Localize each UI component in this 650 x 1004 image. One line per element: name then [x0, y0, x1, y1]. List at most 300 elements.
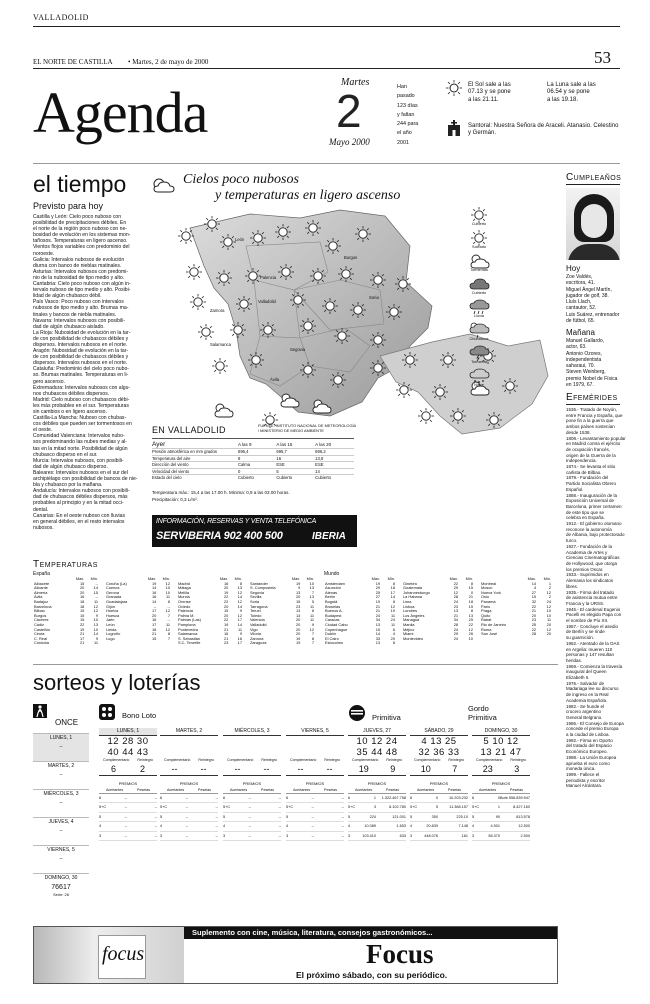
temp-value: --	[153, 603, 157, 609]
text-line: del tratado del Espacio	[566, 743, 612, 749]
vt-cell: Presión atmosférica en mm grados	[152, 449, 238, 456]
temp-value: 9	[239, 608, 242, 614]
temp-value: 9	[239, 631, 242, 637]
temp-value: 11	[309, 612, 314, 618]
comp-value: 19	[358, 764, 369, 774]
prize-cat: 4	[410, 824, 413, 829]
valladolid-source: FUENTE: INSTITUTO NACIONAL DE METEOROLOGÍA / MINISTERIO DE MEDIO AMBIENTE	[258, 423, 356, 433]
header-date-text: Martes, 2 de mayo de 2000	[132, 58, 209, 66]
legend-item	[464, 299, 494, 322]
temp-value: 11	[93, 598, 98, 604]
text-line: 1935.- Firma del tratado	[566, 589, 615, 595]
temp-city: Miami	[403, 631, 414, 637]
prize-acert: --	[185, 833, 188, 838]
temp-column	[105, 577, 171, 641]
vt-cell: 0	[238, 468, 276, 475]
forecast-line: La Rioja: Nubosidad de evolución en la tar-	[33, 329, 131, 336]
vt-cell: 8	[238, 455, 276, 462]
temp-column	[402, 577, 474, 641]
temp-city: Rabat	[481, 617, 492, 623]
temp-value: 8	[239, 580, 242, 586]
temp-value: 13	[309, 585, 314, 591]
prize-cat: 6	[286, 796, 289, 800]
forecast-line: Cataluña: Predominio del cielo poco nubo-	[33, 366, 129, 373]
sun-icon	[334, 328, 350, 349]
temp-value: 12	[237, 598, 242, 604]
forecast-line: Baleares: Intervalos nubosos en el sur del	[33, 469, 128, 476]
draw-column	[472, 728, 530, 916]
temp-value: 7	[311, 589, 314, 595]
sun-icon	[440, 352, 456, 373]
temp-value: 14	[151, 598, 157, 604]
acert-label: Acertantes	[166, 788, 185, 792]
vt-cell: Velocidad del viento	[152, 468, 238, 475]
temp-value: 21	[151, 631, 157, 637]
temp-value: 20	[223, 603, 229, 609]
temp-value: 8	[392, 598, 395, 604]
text-line: 1999.- Fallece el	[566, 772, 600, 777]
agenda-weekday: Martes	[341, 77, 370, 88]
temp-value: 20	[295, 594, 301, 600]
temp-city: Oslo	[481, 594, 489, 600]
text-line: 1982.- Se hunde el	[566, 703, 605, 709]
prize-row	[99, 832, 157, 841]
text-line: de Hollywood, que otorga	[566, 560, 618, 566]
prize-acert: --	[124, 805, 127, 810]
legend-item	[464, 368, 494, 391]
text-line: 1945.- El cardenal Eugenio	[566, 606, 621, 612]
once-block	[33, 704, 89, 916]
temp-value: 19	[295, 580, 301, 586]
temp-column	[177, 577, 243, 646]
temp-city: Teruel	[250, 608, 261, 614]
temp-value: 15	[375, 626, 381, 632]
vt-cell: Temperatura del aire	[152, 455, 238, 462]
temp-city: Lima	[403, 598, 412, 604]
draw-day: VIERNES, 5	[286, 728, 344, 736]
prize-acert: --	[124, 824, 127, 829]
draw-labels	[286, 758, 344, 763]
prize-pesetas: 12.500	[518, 824, 530, 829]
prize-pesetas: 1.322.467.758	[381, 796, 406, 800]
temp-value: 8	[311, 608, 314, 614]
vt-cell: Dirección del viento	[152, 462, 238, 469]
temp-value: 33	[375, 635, 381, 641]
temp-city: León	[106, 621, 115, 627]
prize-cat: 3	[348, 833, 351, 838]
prize-cat: 3	[410, 833, 413, 838]
text-line: ambos países sostenían	[566, 424, 615, 430]
forecast-line: gero ascenso.	[33, 378, 65, 385]
vt-cell: 696,4	[238, 449, 276, 456]
sun-icon	[396, 382, 412, 403]
temp-value: 13	[295, 612, 301, 618]
storm-icon	[464, 345, 494, 360]
prize-cat: 3	[286, 833, 289, 838]
focus-cover-text: focus	[102, 943, 145, 965]
pesetas-label: Pesetas	[448, 788, 462, 792]
once-serie: Serie: 26	[52, 892, 69, 897]
sun-icon	[212, 358, 228, 379]
photo-body	[568, 244, 620, 260]
forecast-line: Extremadura: Intervalos nubosos con algu-	[33, 384, 131, 391]
temp-value: 15	[468, 585, 473, 591]
text-line: cantautor, 52.	[566, 305, 597, 312]
temp-value: 22	[453, 580, 459, 586]
temp-city: Granada	[106, 594, 122, 600]
text-line: de Berlín y se rinde	[566, 629, 605, 635]
temp-value: 1	[548, 580, 551, 586]
temp-value: 13	[93, 621, 98, 627]
pesetas-label: Pesetas	[324, 788, 338, 792]
prize-acert: 20.839	[426, 824, 438, 829]
prize-row	[223, 832, 281, 841]
rein-label: Reintegro	[448, 758, 464, 762]
forecast-line: tas en la mitad norte. Posibilidad de algún	[33, 445, 128, 452]
text-line: moneda única.	[566, 766, 596, 772]
sun-icon	[230, 322, 246, 343]
temp-value: 25	[531, 621, 537, 627]
temp-city: Huelva	[106, 608, 119, 614]
forecast-line: noroeste.	[33, 250, 55, 257]
prize-cat: 3	[99, 833, 102, 838]
draw-column	[286, 728, 344, 916]
temp-value: 20	[546, 631, 551, 637]
sun-icon	[325, 238, 341, 259]
prize-cat: 6	[223, 796, 226, 800]
forecast-line: Asturias: Intervalos nubosos con predomi-	[33, 268, 129, 275]
forecast-line: sos predominando las nubes medias y al-	[33, 439, 128, 446]
prize-row	[286, 794, 344, 803]
temp-value: 20	[79, 589, 85, 595]
temp-city: Murcia	[178, 594, 190, 600]
sun-icon	[278, 264, 294, 285]
temp-value: --	[95, 594, 98, 600]
forecast-line: so. Brumas matinales. Temperaturas en li-	[33, 372, 129, 379]
temp-value: 16	[223, 631, 229, 637]
temp-city: Gijón	[106, 603, 116, 609]
forecast-line: archipiélago con posibilidad de bancos de nie-	[33, 476, 138, 483]
sun-icon	[338, 266, 354, 287]
text-line: Lluís Llach,	[566, 299, 592, 306]
temp-value: 12	[93, 603, 98, 609]
prize-row	[410, 803, 468, 812]
ephemerides-text	[566, 407, 626, 789]
prize-acert: --	[185, 796, 188, 800]
days-passed: Han pasado 123 días y faltan 244 para el año 2001	[397, 84, 419, 146]
text-line: en Madrid contra el ejército	[566, 441, 621, 447]
temp-value: 13	[453, 608, 459, 614]
prize-pesetas: --	[154, 833, 157, 838]
draw-extra	[472, 763, 530, 776]
prize-cat: 4	[99, 824, 102, 829]
temp-value: 7	[311, 631, 314, 637]
focus-promo[interactable]	[33, 926, 558, 984]
text-line: Manuel Alcántara.	[566, 783, 603, 789]
city-soria: Soria	[369, 295, 379, 300]
forecast-line: nubosos.	[33, 524, 54, 531]
draw-numbers-1: 10 12 24	[356, 736, 398, 747]
map-title-1: Cielos poco nubosos	[183, 172, 299, 187]
comp-value: 23	[482, 764, 493, 774]
temp-value: 9	[298, 585, 301, 591]
draw-column	[223, 728, 281, 916]
temp-city: Castellón	[34, 626, 51, 632]
temp-city: París	[481, 603, 491, 609]
vt-row	[152, 475, 354, 481]
temp-value: 19	[223, 589, 229, 595]
premios-label: PREMIOS	[118, 781, 138, 786]
vt-head-2: A las 15	[276, 442, 293, 447]
prize-acert: 5	[435, 805, 438, 810]
sun-icon	[204, 216, 220, 237]
cloud-sun-icon	[464, 253, 494, 268]
text-line: de fútbol, 65.	[566, 318, 595, 325]
temp-city: Rio de Janeiro	[481, 621, 507, 627]
temp-value: 27	[375, 594, 381, 600]
text-line: Zoe Valdés,	[566, 274, 593, 280]
temp-header: Min.	[387, 576, 395, 581]
prize-acert: --	[124, 814, 127, 819]
temp-value: 14	[375, 631, 381, 637]
pesetas-label: Pesetas	[261, 788, 275, 792]
prize-acert: 103.410	[362, 833, 376, 838]
temp-value: 11	[546, 617, 551, 623]
sun-icon	[220, 234, 236, 255]
prize-acert: --	[185, 814, 188, 819]
temp-value: 13	[375, 640, 381, 646]
temp-value: 20	[223, 612, 229, 618]
prize-acert: --	[311, 805, 314, 810]
prize-pesetas: --	[278, 833, 281, 838]
temp-value: 5	[311, 598, 314, 604]
temp-value: 12	[237, 589, 242, 595]
prize-acert: --	[248, 805, 251, 810]
temp-row	[33, 641, 99, 646]
draw-labels	[472, 758, 530, 763]
prize-row	[410, 813, 468, 822]
comp-label: Complementario	[290, 758, 317, 762]
prize-pesetas: --	[154, 814, 157, 819]
sun-icon	[305, 220, 321, 241]
rein-label: Reintegro	[386, 758, 402, 762]
prize-acert: --	[185, 805, 188, 810]
prize-acert: --	[311, 814, 314, 819]
forecast-line: Cantabria: Cielo poco nuboso con algún in-	[33, 281, 131, 288]
vt-cell: 13,8	[315, 455, 354, 462]
temp-value: 8	[392, 580, 395, 586]
temp-city: Atenas	[325, 589, 338, 595]
prize-cat: 4	[223, 824, 226, 829]
temp-value: 20	[295, 631, 301, 637]
forecast-title: Previsto para hoy	[33, 201, 104, 211]
vt-cell: 14	[315, 468, 354, 475]
text-line: a la ciudad de Lisboa.	[566, 732, 610, 738]
rein-label: Reintegro	[198, 758, 214, 762]
legend-item	[464, 207, 494, 230]
rein-label: Reintegro	[137, 758, 153, 762]
temp-value: 21	[79, 640, 85, 646]
sun-icon	[395, 276, 411, 297]
city-leon: León	[235, 237, 245, 242]
temp-value: 11	[390, 612, 395, 618]
draw-numbers-2: 40 44 43	[107, 747, 149, 758]
temp-value: 12	[165, 580, 170, 586]
temp-city: Valladolid	[250, 621, 267, 627]
forecast-line: tañosos. Temperaturas en ligero ascenso.	[33, 238, 128, 245]
sun-icon	[355, 226, 371, 247]
temp-city: Melilla	[178, 589, 190, 595]
prize-row	[286, 832, 344, 841]
temp-city: Lleida	[106, 626, 117, 632]
sun-icon	[300, 318, 316, 339]
temp-value: 21	[375, 603, 381, 609]
city-segovia: Segovia	[290, 347, 306, 352]
temp-value: 18	[390, 585, 395, 591]
header-paper: EL NORTE DE CASTILLA	[33, 58, 113, 66]
draw-numbers-1	[223, 736, 281, 747]
legend-label: Cubierto	[471, 291, 487, 295]
temp-value: 24	[453, 598, 459, 604]
temp-value: 15	[93, 589, 98, 595]
draw-day: DOMINGO, 30	[472, 728, 530, 736]
acert-label: Acertantes	[292, 788, 311, 792]
draw-labels	[223, 758, 281, 763]
temp-city: Asunción	[325, 585, 342, 591]
temp-city: Huesca	[106, 612, 120, 618]
temp-value: 13	[237, 585, 242, 591]
prize-pesetas: --	[341, 814, 344, 819]
temp-city: Madrid	[178, 580, 190, 586]
iberia-ad[interactable]	[152, 515, 357, 547]
temp-city: Valencia	[250, 617, 265, 623]
sun-icon	[216, 270, 232, 291]
temp-value: 10	[546, 608, 551, 614]
temp-city: Vitoria	[250, 631, 261, 637]
prize-pesetas: 121.001	[392, 814, 406, 819]
rein-label: Reintegro	[324, 758, 340, 762]
once-row	[33, 761, 89, 789]
temp-value: 19	[295, 640, 301, 646]
temp-value: 34	[375, 617, 381, 623]
text-line: Exposición Universal de	[566, 498, 615, 504]
temp-column	[33, 577, 99, 646]
text-line: Elizabeth II.	[566, 675, 590, 681]
temp-city: Segovia	[250, 589, 265, 595]
focus-top-bar: Suplemento con cine, música, literatura, consejos gastronómicos...	[184, 927, 558, 939]
temp-value: 10	[93, 626, 98, 632]
prize-row	[348, 832, 406, 841]
temp-value: 11	[309, 603, 314, 609]
text-line: Partido Socialista Obrero	[566, 481, 617, 487]
today-label: Hoy	[566, 264, 581, 273]
temp-city: El Cairo	[325, 635, 339, 641]
draw-numbers-2: 35 44 48	[356, 747, 398, 758]
draw-extra	[99, 763, 157, 776]
forecast-line: Aragón: Nubosidad de evolución en la tar-	[33, 348, 129, 355]
prize-acert: 3	[373, 805, 376, 810]
temp-value: 13	[309, 594, 314, 600]
draw-labels	[160, 758, 218, 763]
temp-value: 9	[95, 612, 98, 618]
prize-row	[223, 813, 281, 822]
temp-city: Ciudad Cabo	[325, 621, 348, 627]
temp-value: 15	[468, 603, 473, 609]
premios-label: PREMIOS	[242, 781, 262, 786]
prize-pesetas: --	[215, 824, 218, 829]
temp-header: Max.	[219, 576, 229, 581]
temp-value: 8	[167, 598, 170, 604]
premios-label: PREMIOS	[429, 781, 449, 786]
text-line: 1536.- Tratado de Noyón,	[566, 407, 618, 412]
comp-label: Complementario	[227, 758, 254, 762]
prize-row	[348, 803, 406, 812]
text-line: personas y 147 resultan	[566, 652, 615, 658]
temp-value: 18	[79, 603, 85, 609]
prize-row	[99, 803, 157, 812]
prize-cat: 5+C	[99, 805, 107, 810]
temp-value: 18	[79, 598, 85, 604]
sun-times: El Sol sale a las 07.13 y se pone a las 21.11.	[468, 82, 511, 103]
birthdays-title: Cumpleaños	[566, 172, 622, 183]
temp-value: 23	[453, 603, 459, 609]
vt-cell: 696,2	[315, 449, 354, 456]
sun-icon	[464, 230, 494, 245]
temp-value: 26	[468, 631, 473, 637]
vt-cell: Cubierto	[238, 475, 276, 481]
rain-icon	[464, 299, 494, 314]
temp-city: Managua	[403, 617, 420, 623]
temp-value: 20	[295, 626, 301, 632]
prize-cat: 5	[410, 814, 413, 819]
sun-icon	[310, 268, 326, 289]
forecast-line: Castilla y León: Cielo poco nuboso con	[33, 214, 122, 220]
acert-label: Acertantes	[416, 788, 435, 792]
prize-cat: 3	[223, 833, 226, 838]
prize-row	[348, 822, 406, 831]
temp-value: 12	[546, 626, 551, 632]
prize-pesetas: --	[341, 796, 344, 800]
temp-city: Palencia	[178, 608, 193, 614]
temp-city: Londres	[403, 608, 418, 614]
draw-extra	[160, 763, 218, 776]
temp-city: Palma M.	[178, 612, 195, 618]
legend-item	[464, 345, 494, 368]
temp-city: Los Ángeles	[403, 612, 425, 618]
text-line: 1986.- El Consejo de Europa	[566, 720, 624, 726]
sun-icon	[330, 372, 346, 393]
vt-row	[152, 455, 354, 462]
text-line: jugador de golf, 38.	[566, 292, 609, 299]
temp-city: Ceuta	[34, 631, 45, 637]
prize-row	[223, 803, 281, 812]
once-number: 76617	[51, 884, 71, 891]
sun-icon	[464, 207, 494, 222]
prize-pesetas: --	[215, 833, 218, 838]
forecast-line: nubosos de tipo medio y alto. Brumas ma-	[33, 305, 129, 312]
temp-value: 16	[223, 580, 229, 586]
temp-value: 12	[453, 589, 459, 595]
temp-value: 28	[453, 621, 459, 627]
temp-value: 19	[223, 621, 229, 627]
prize-pesetas: --	[215, 805, 218, 810]
once-day: JUEVES, 4	[48, 819, 74, 825]
prize-row	[99, 822, 157, 831]
snow-icon	[464, 368, 494, 383]
premios-label: PREMIOS	[179, 781, 199, 786]
temp-value: 11	[309, 617, 314, 623]
premios-label: PREMIOS	[305, 781, 325, 786]
